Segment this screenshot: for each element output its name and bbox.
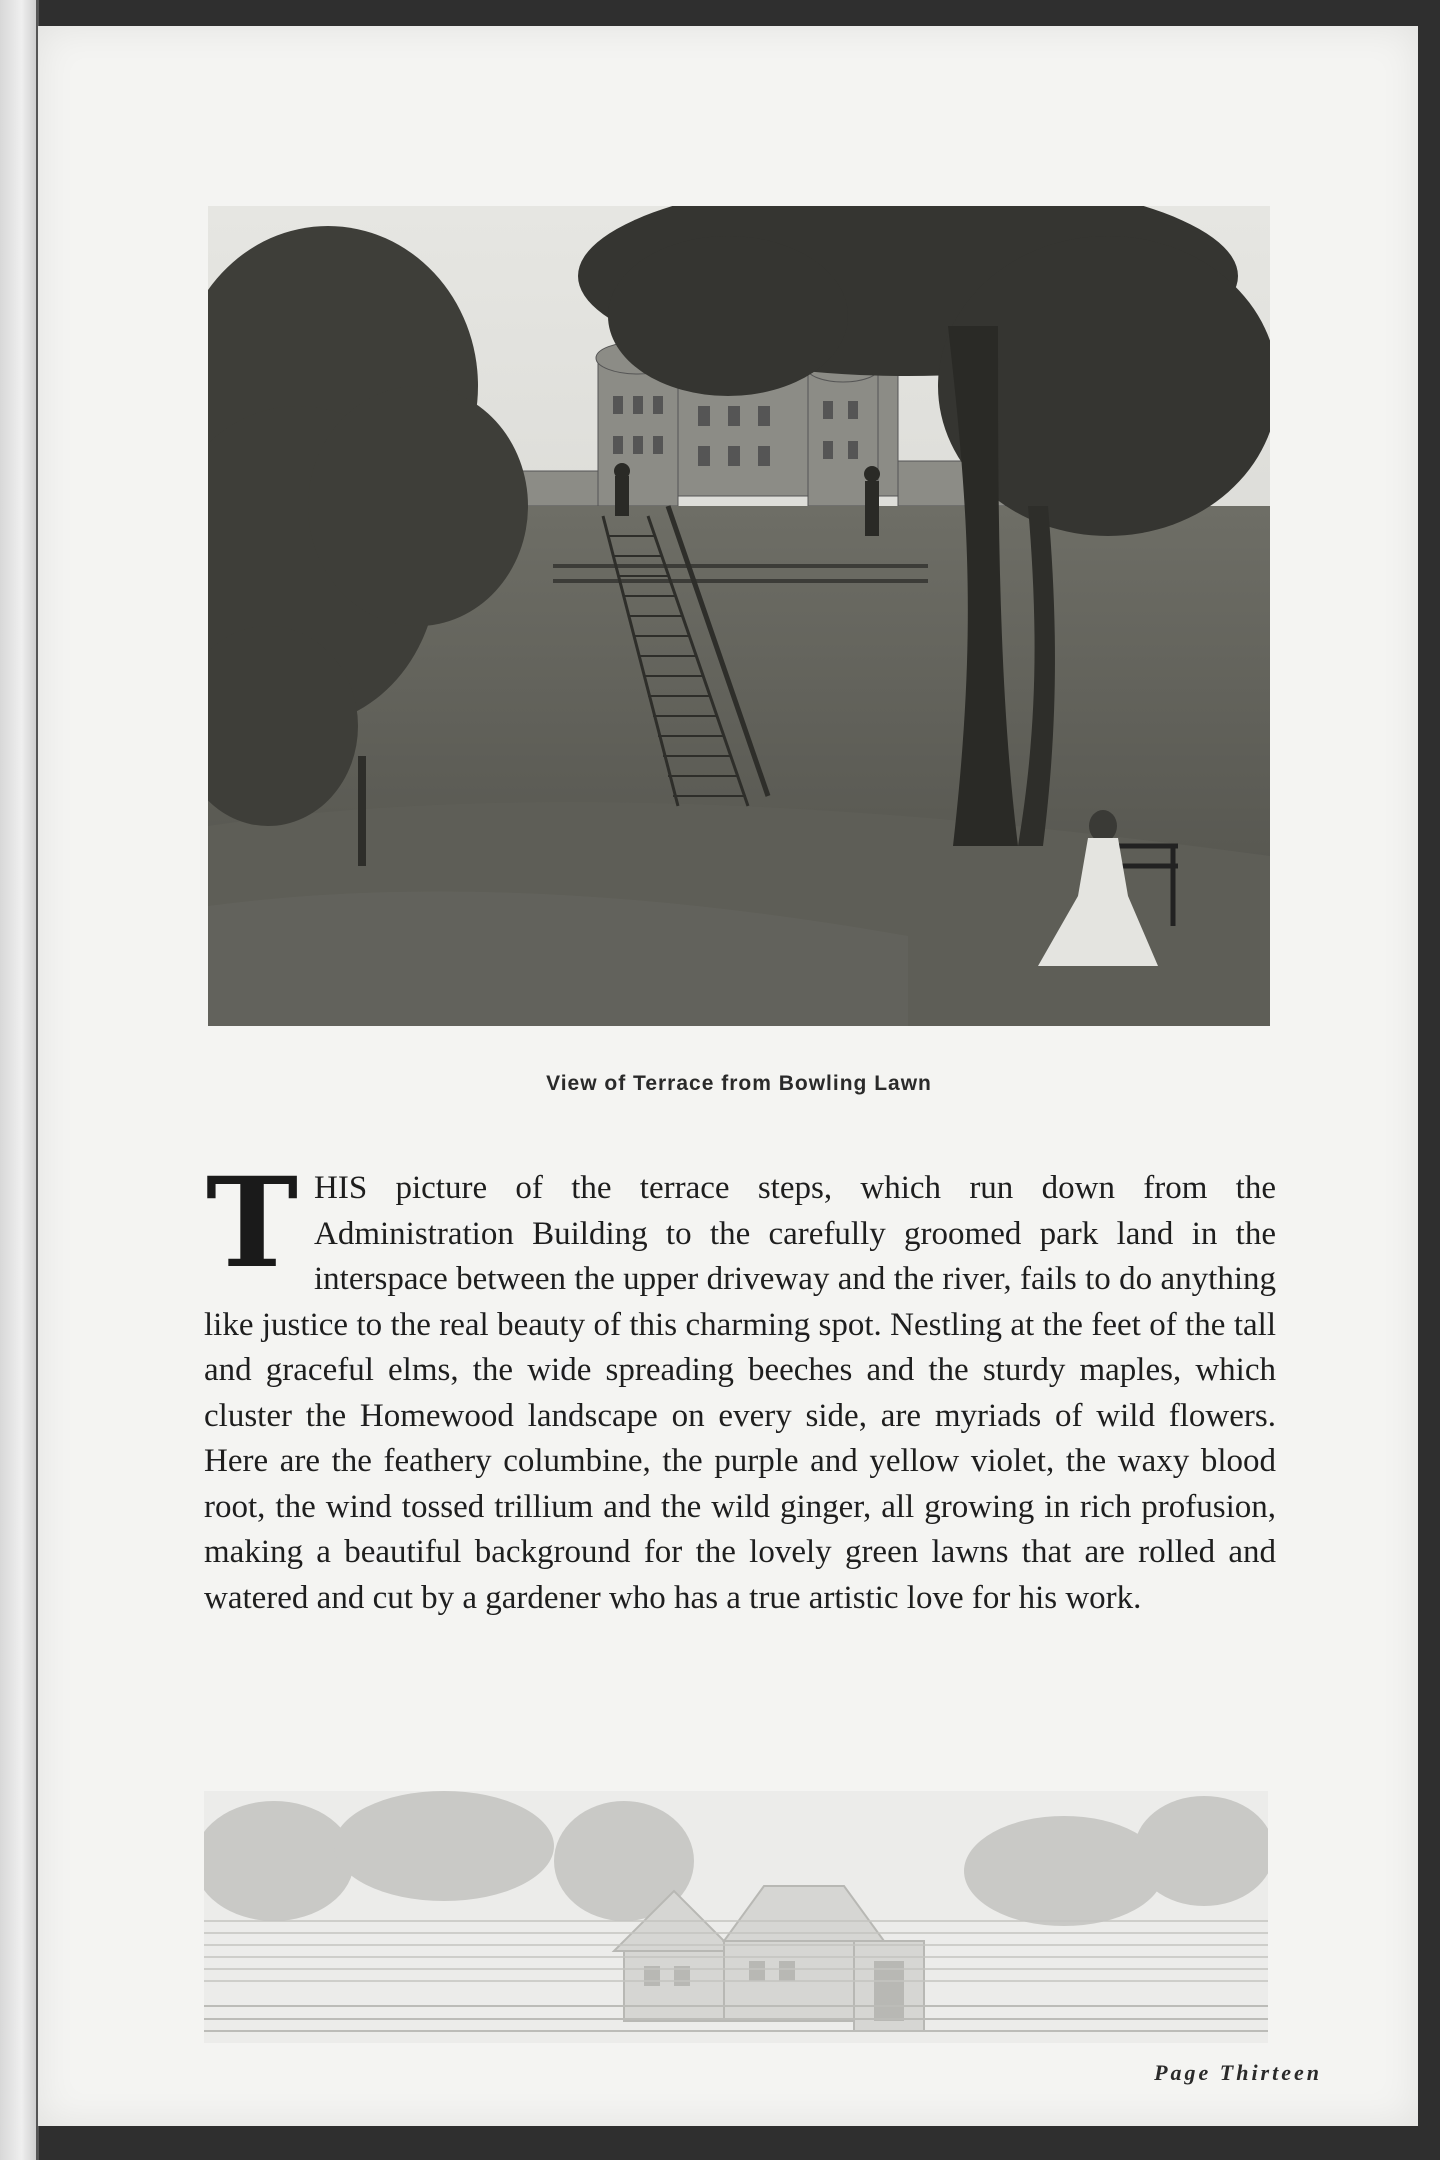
terrace-photo [208, 206, 1270, 1026]
footer-illustration [204, 1791, 1268, 2043]
first-word-rest: HIS [314, 1170, 368, 1206]
page-number: Page Thirteen [1154, 2060, 1322, 2085]
body-paragraph [204, 1151, 1276, 1621]
drop-cap: T [205, 1151, 299, 1296]
book-page [38, 26, 1418, 2126]
photo-caption: View of Terrace from Bowling Lawn [546, 1072, 932, 1095]
paragraph-text: picture of the terrace steps, which run down from the Administration Building to the carefully groomed park land in the interspace between the upper driveway and the river, fails to do anything like justice to the real beauty of this charming spot. Nestling at the feet of the tall and graceful elms, the wide spreading beeches and the sturdy maples, which cluster the Homewood landscape on every side, are myriads of wild flowers. Here are the feathery columbine, the purple and yellow violet, the waxy blood root, the wind tossed trillium and the wild ginger, all growing in rich profusion, making a beautiful background for the lovely green lawns that are rolled and watered and cut by a gardener who has a true artistic love for his work. [204, 1170, 1276, 1616]
book-spine [0, 0, 39, 2160]
